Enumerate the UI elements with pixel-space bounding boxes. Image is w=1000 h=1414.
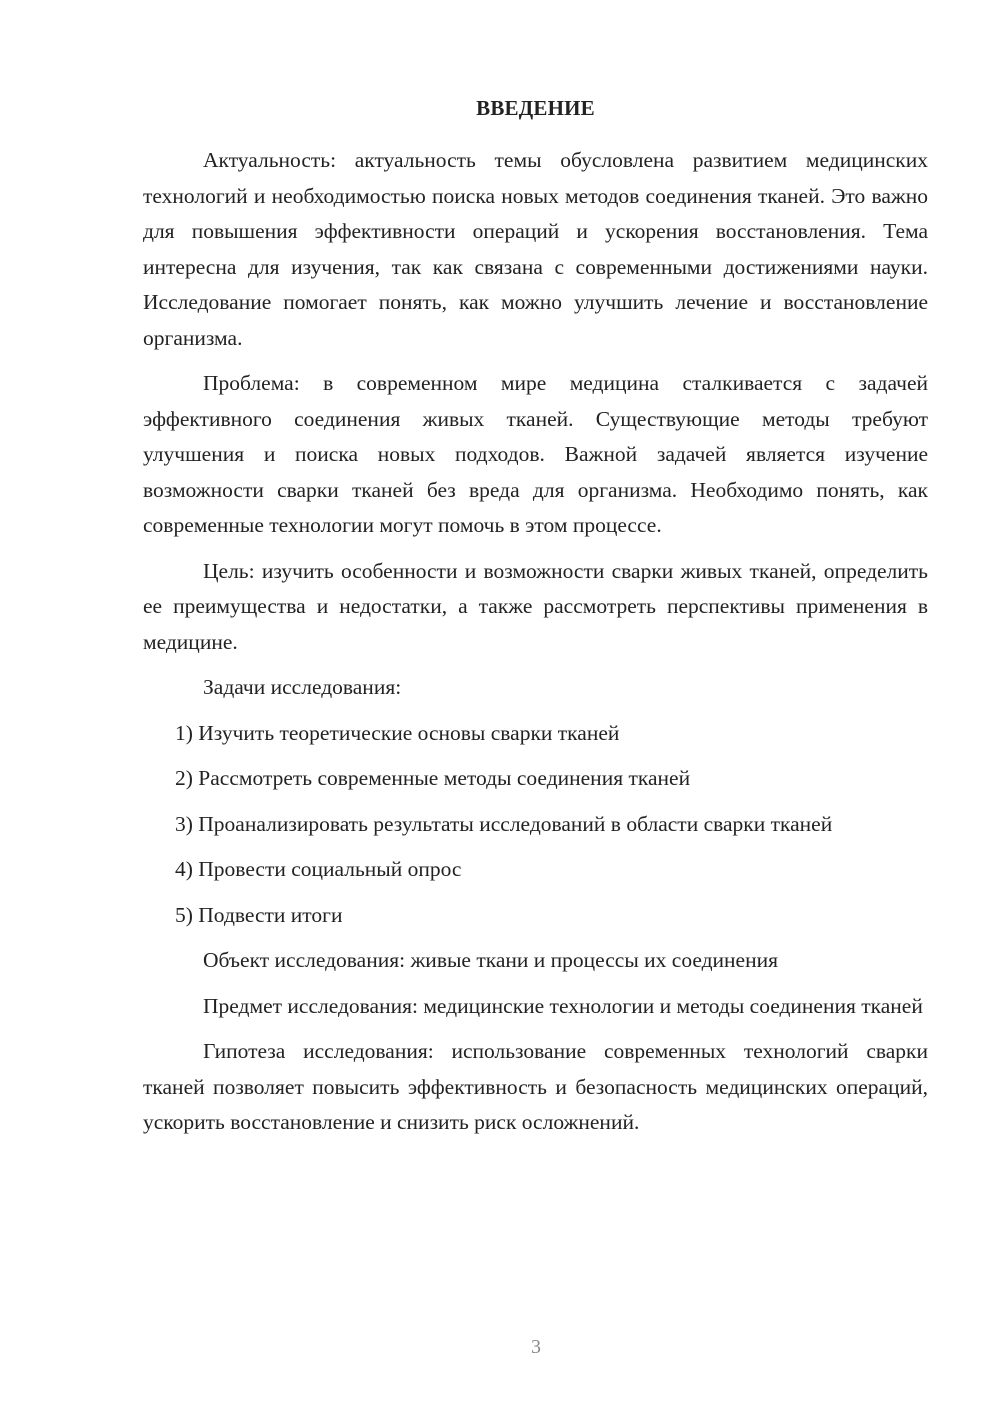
research-subject-paragraph: Предмет исследования: медицинские технологии и методы соединения тканей (203, 993, 923, 1018)
task-item-5: 5) Подвести итоги (175, 902, 343, 927)
task-item-3: 3) Проанализировать результаты исследований в области сварки тканей (175, 811, 833, 836)
page-number: 3 (531, 1336, 541, 1358)
research-object-paragraph: Объект исследования: живые ткани и процессы их соединения (203, 948, 778, 972)
task-item-4: 4) Провести социальный опрос (175, 857, 462, 881)
tasks-heading: Задачи исследования: (203, 675, 402, 699)
goal-paragraph: Цель: изучить особенности и возможности сварки живых тканей, определить ее преимущества и недостатки, а также рассмотреть перспективы применения в медицине. (143, 558, 928, 654)
relevance-paragraph: Актуальность: актуальность темы обусловлена развитием медицинских технологий и необходимостью поиска новых методов соединения тканей. Это важно для повышения эффективности операций и ускорения восстановления. Тема интересна для изучения, так как связана с современными достижениями науки. Исследование помогает понять, как можно улучшить лечение и восстановление организма. (143, 148, 928, 350)
hypothesis-paragraph: Гипотеза исследования: использование современных технологий сварки тканей позволяет повысить эффективность и безопасность медицинских операций, ускорить восстановление и снизить риск осложнений. (143, 1039, 928, 1134)
problem-paragraph: Проблема: в современном мире медицина сталкивается с задачей эффективного соединения живых тканей. Существующие методы требуют улучшения и поиска новых подходов. Важной задачей является изучение возможности сварки тканей без вреда для организма. Необходимо понять, как современные технологии могут помочь в этом процессе. (143, 371, 928, 537)
task-item-1: 1) Изучить теоретические основы сварки тканей (175, 720, 620, 745)
page-title: ВВЕДЕНИЕ (476, 96, 595, 120)
document-body (143, 143, 928, 1141)
task-item-2: 2) Рассмотреть современные методы соединения тканей (175, 766, 691, 790)
